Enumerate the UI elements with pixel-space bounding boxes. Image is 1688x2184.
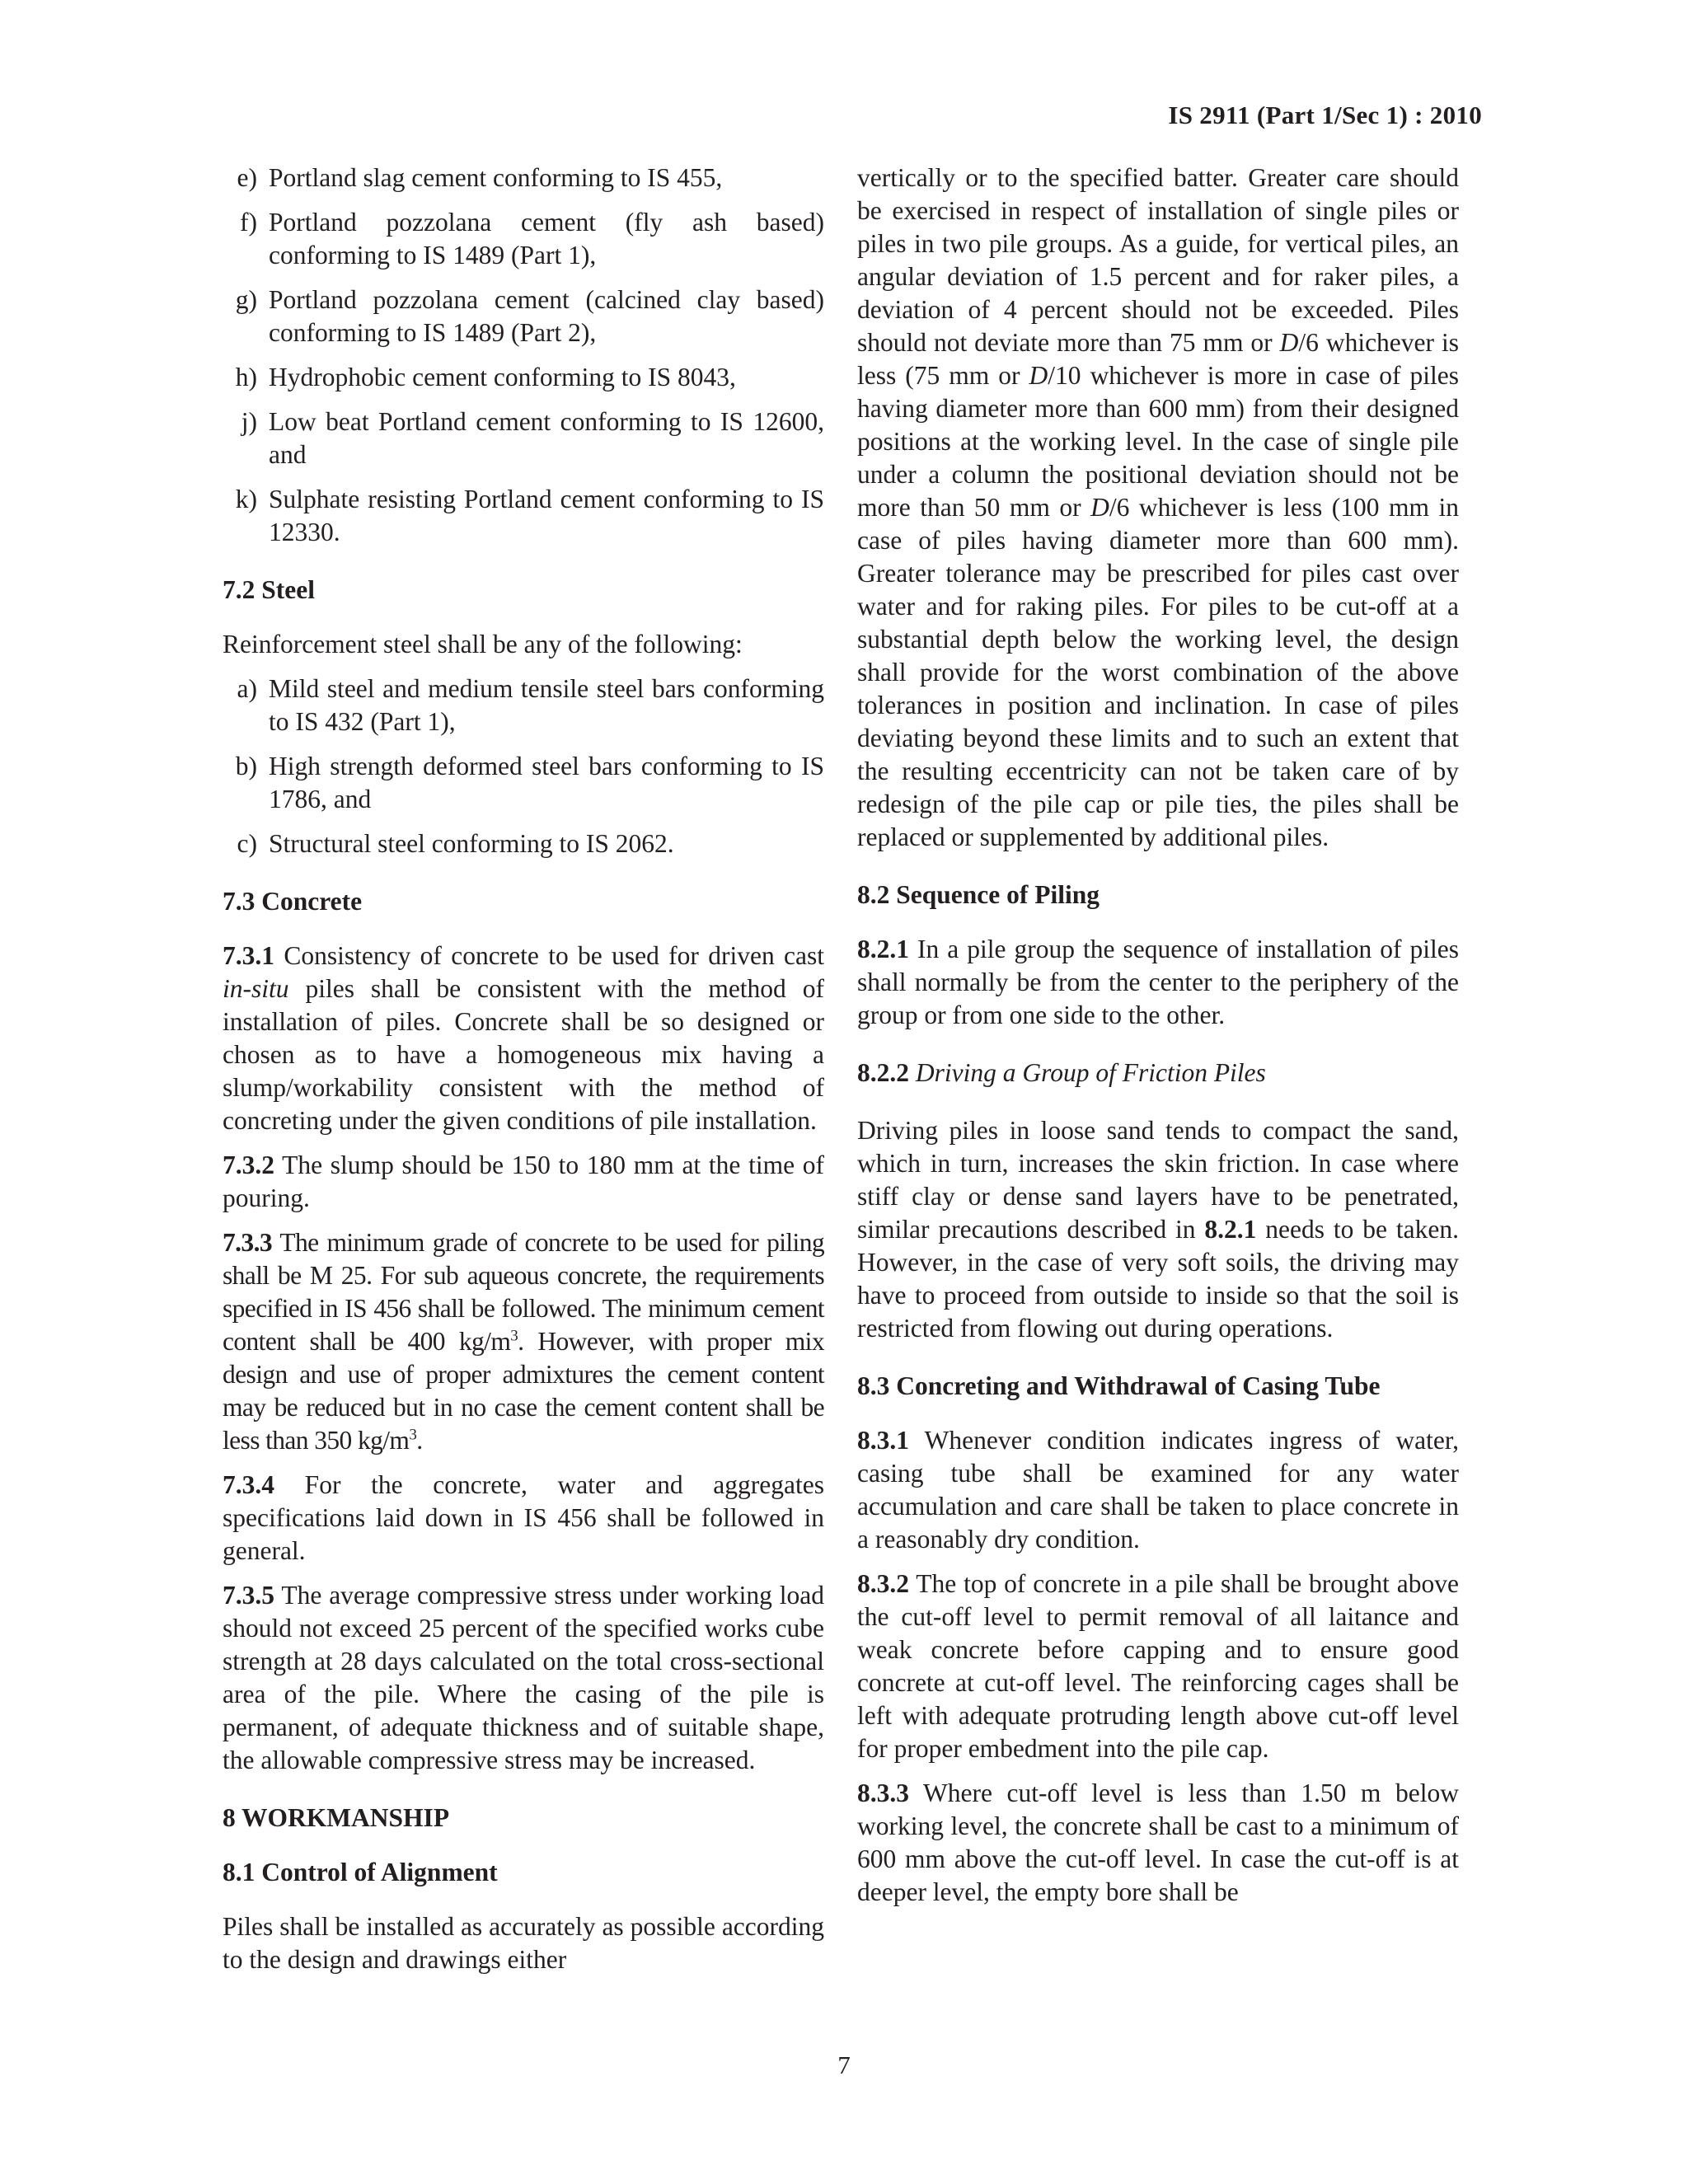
clause-8-2-1 [857,933,1459,1032]
list-item [223,284,824,349]
clause-8-3-2 [857,1568,1459,1765]
clause-text: vertically or to the specified batter. Greater care should be exercised in respect of installation of single piles or piles in two pile groups. As a guide, for vertical piles, an angular deviation of 1.5 percent and for raker piles, a deviation of 4 percent should not be exceeded. Piles should not deviate more than 75 mm or [857,163,1459,357]
clause-italic: in-situ [223,974,289,1003]
list-marker: h) [235,363,257,391]
clause-text: Driving piles in loose sand tends to compact the sand, which in turn, increases the skin friction. In case where stiff clay or dense sand layers have to be penetrated, similar precautions described in [857,1116,1459,1244]
section-heading-workmanship: 8 WORKMANSHIP [223,1803,450,1832]
clause-8-1-start: Piles shall be installed as accurately as possible according to the design and drawings either [223,1912,824,1974]
list-item [223,673,824,738]
clause-text: needs to be taken. However, in the case of very soft soils, the driving may have to proceed from outside to inside so that the soil is restricted from flowing out during operations. [857,1215,1459,1343]
right-column [857,162,1459,1920]
page-number: 7 [837,2050,851,2079]
list-marker: c) [237,829,257,858]
clause-number: 8.3.3 [857,1779,909,1807]
clause-text: Consistency of concrete to be used for driven cast [274,941,824,970]
list-item [223,206,824,272]
clause-7-3-2 [223,1149,824,1215]
clause-text: . However, with proper mix design and use of proper admixtures the cement content may be reduced but in no case the cement content shall be less than 350 kg/m [223,1327,824,1455]
list-marker: f) [240,208,257,237]
list-text: Hydrophobic cement conforming to IS 8043, [269,363,736,391]
list-marker: g) [235,285,257,314]
section-heading-concrete: 7.3 Concrete [223,887,363,916]
clause-text: Where cut-off level is less than 1.50 m below working level, the concrete shall be cast to a minimum of 600 mm above the cut-off level. In case the cut-off is at deeper level, the empty bore shall be [857,1779,1459,1906]
list-item [223,483,824,549]
list-item [223,827,824,860]
clause-title: Driving a Group of Friction Piles [915,1058,1266,1087]
left-column [223,162,824,1988]
clause-7-3-1 [223,940,824,1137]
list-marker: a) [237,674,257,703]
diameter-symbol: D [1090,493,1109,522]
section-heading-steel: 7.2 Steel [223,575,315,604]
list-text: Mild steel and medium tensile steel bars conforming to IS 432 (Part 1), [269,674,824,736]
list-item [223,750,824,816]
clause-number: 7.3.5 [223,1581,274,1610]
list-item [223,361,824,394]
clause-text: piles shall be consistent with the method of installation of piles. Concrete shall be so designed or chosen as to have a homogeneous mix having a slump/workability consistent with the method of concreting under the given conditions of pile installation. [223,974,824,1135]
clause-text: In a pile group the sequence of installation of piles shall normally be from the center to the periphery of the group or from one side to the other. [857,935,1459,1029]
list-text: Structural steel conforming to IS 2062. [269,829,674,858]
section-heading-alignment: 8.1 Control of Alignment [223,1858,498,1886]
clause-reference: 8.2.1 [1204,1215,1257,1244]
clause-7-3-4 [223,1469,824,1568]
superscript: 3 [409,1426,417,1444]
clause-7-3-3 [223,1226,824,1457]
clause-number: 8.2.2 [857,1058,909,1087]
list-text: Portland pozzolana cement (calcined clay based) conforming to IS 1489 (Part 2), [269,285,824,347]
clause-text: The average compressive stress under working load should not exceed 25 percent of the specified works cube strength at 28 days calculated on the total cross-sectional area of the pile. Where the casing of the pile is permanent, of adequate thickness and of suitable shape, the allowable compressive stress may be increased. [223,1581,824,1774]
list-marker: k) [235,485,257,513]
clause-8-3-1 [857,1424,1459,1556]
clause-8-2-2-title [857,1057,1459,1090]
list-text: High strength deformed steel bars conforming to IS 1786, and [269,752,824,813]
list-marker: b) [235,752,257,780]
clause-text: For the concrete, water and aggregates specifications laid down in IS 456 shall be followed in general. [223,1470,824,1565]
clause-text: /10 whichever is more in case of piles having diameter more than 600 mm) from their designed positions at the working level. In the case of single pile under a column the positional deviation should not be more than 50 mm or [857,361,1460,522]
clause-8-2-2-body [857,1114,1459,1345]
section-heading-sequence: 8.2 Sequence of Piling [857,880,1100,909]
section-heading-casing: 8.3 Concreting and Withdrawal of Casing Tube [857,1371,1381,1400]
superscript: 3 [510,1327,518,1345]
clause-number: 8.2.1 [857,935,909,963]
clause-8-1-continued [857,162,1459,854]
clause-number: 8.3.2 [857,1569,909,1598]
document-header: IS 2911 (Part 1/Sec 1) : 2010 [1168,101,1482,129]
clause-text: The top of concrete in a pile shall be brought above the cut-off level to permit removal of all laitance and weak concrete before capping and to ensure good concrete at cut-off level. The reinforcing cages shall be left with adequate protruding length above cut-off level for proper embedment into the pile cap. [857,1569,1459,1763]
diameter-symbol: D [1029,361,1048,390]
list-item [223,405,824,471]
list-text: Portland pozzolana cement (fly ash based) conforming to IS 1489 (Part 1), [269,208,824,269]
list-text: Portland slag cement conforming to IS 455, [269,163,723,192]
steel-list [223,673,824,860]
list-marker: j) [241,407,257,436]
clause-number: 7.3.3 [223,1228,273,1257]
clause-number: 7.3.4 [223,1470,274,1499]
clause-number: 8.3.1 [857,1426,909,1455]
list-text: Low beat Portland cement conforming to IS 12600, and [269,407,824,469]
clause-number: 7.3.2 [223,1151,274,1179]
clause-text: /6 whichever is less (75 mm or [857,328,1459,390]
clause-text: The slump should be 150 to 180 mm at the time of pouring. [223,1151,824,1212]
clause-text: . [416,1426,423,1455]
clause-number: 7.3.1 [223,941,274,970]
clause-7-3-5 [223,1579,824,1777]
clause-text: /6 whichever is less (100 mm in case of piles having diameter more than 600 mm). Greater tolerance may be prescribed for piles cast over water and for raking piles. For piles to be cut-off at a substantial depth below the working level, the design shall provide for the worst combination of the above tolerances in position and inclination. In case of piles deviating beyond these limits and to such an extent that the resulting eccentricity can not be taken care of by redesign of the pile cap or pile ties, the piles shall be replaced or supplemented by additional piles. [857,493,1459,851]
clause-8-3-3 [857,1777,1459,1909]
steel-intro: Reinforcement steel shall be any of the following: [223,630,743,658]
list-item [223,162,824,194]
clause-text: Whenever condition indicates ingress of water, casing tube shall be examined for any water accumulation and care shall be taken to place concrete in a reasonably dry condition. [857,1426,1459,1554]
list-text: Sulphate resisting Portland cement conforming to IS 12330. [269,485,824,546]
clause-text: The minimum grade of concrete to be used for piling shall be M 25. For sub aqueous concrete, the requirements specified in IS 456 shall be followed. The minimum cement content shall be 400 kg/m [223,1228,824,1356]
cement-list [223,162,824,549]
list-marker: e) [237,163,257,192]
diameter-symbol: D [1279,328,1299,357]
